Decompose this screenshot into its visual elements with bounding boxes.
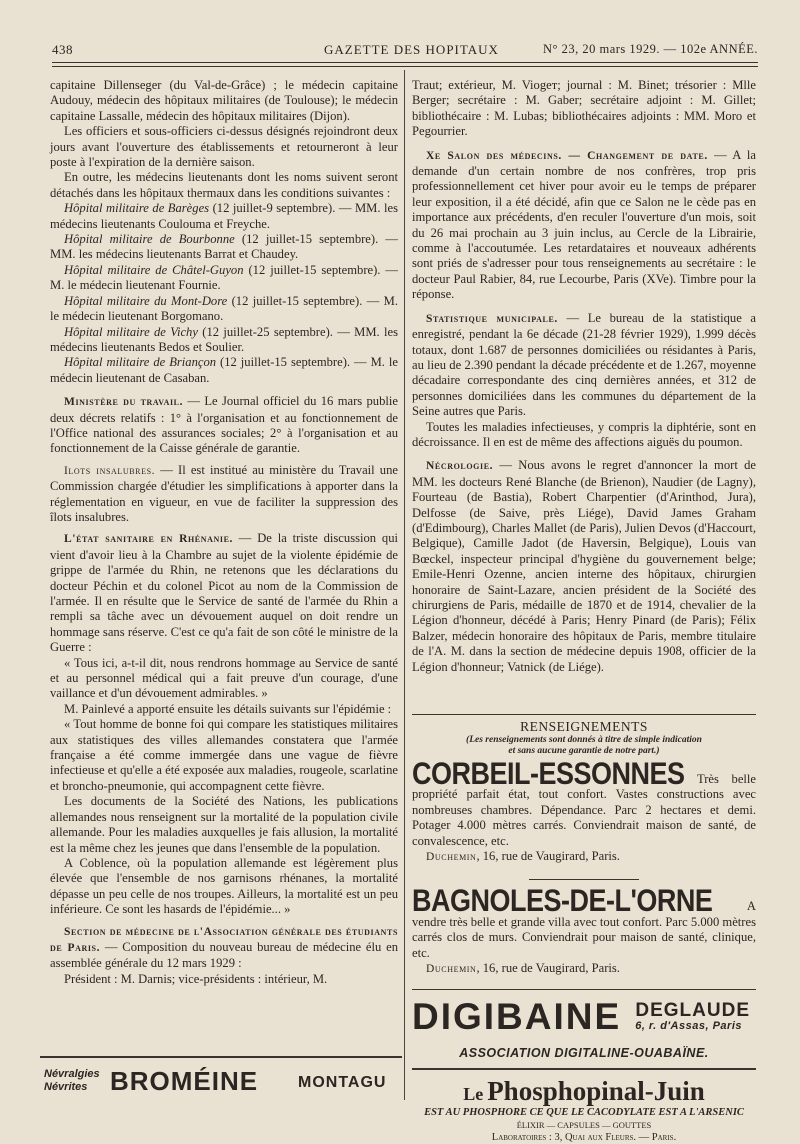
header-rule-2 xyxy=(52,66,758,67)
paragraph: M. Painlevé a apporté ensuite les détails suivants sur l'épidémie : xyxy=(64,701,392,716)
news-item: Statistique municipale. — Le bureau de la statistique a enregistré, pendant la 6e décade (21-28 février 1929), 1.999 décès totaux, dont 1.687 de personnes domiciliées ou résidantes à Paris, au lieu de 2.390 pendant la décade précédente et de 1.267, moyenne décadaire correspondante des cinq dernières années, et 312 de personnes domiciliées dans les communes du département de la Seine autres que Paris. xyxy=(412,310,756,419)
page-number: 438 xyxy=(52,42,73,57)
hospital-entry: Hôpital militaire de Vichy (12 juillet-25 septembre). — MM. les médecins lieutenants Bedos et Soulier. xyxy=(50,324,398,354)
paragraph: En outre, les médecins lieutenants dont les noms suivent seront détachés dans les hôpitaux thermaux dans les conditions suivantes : xyxy=(50,170,398,200)
bromeine-indications: Névralgies Névrites xyxy=(44,1068,100,1093)
phosphopinal-forms: ÉLIXIR — CAPSULES — GOUTTES xyxy=(516,1120,652,1131)
news-item: L'état sanitaire en Rhénanie. — De la triste discussion qui vient d'avoir lieu à la Chambre au sujet de la violente épidémie de grippe de l'armée du Rhin, ne retenons que les déclarations du docteur Péchin et du colonel Picot au nom de la Commission de l'armée. Il en résulte que le Service de santé de l'armée du Rhin a rempli sa tâche avec un dévouement auquel on doit rendre un hommage sans réserve. C'est ce qu'a fait de son côté le ministre de la Guerre : xyxy=(50,531,398,655)
bromeine-brand: BROMÉINE xyxy=(110,1066,259,1096)
paragraph: Toutes les maladies infectieuses, y compris la diphtérie, sont en décroissance. Il en est de même des affections aiguës du poumon. xyxy=(412,419,756,449)
ad-corbeil: CORBEIL-ESSONNES Très belle propriété parfait état, tout confort. Vastes constructions avec nombreuses chambres. Dépendance. Parc 2 hectares et demi. Potager 4.000 mètres carrés. Conviendrait maison de santé, de convalescence, etc. xyxy=(412,756,756,848)
paragraph: Président : M. Darnis; vice-présidents : intérieur, M. xyxy=(64,971,328,986)
header-rule xyxy=(52,62,758,63)
bromeine-ad xyxy=(40,1056,402,1106)
page-header xyxy=(52,38,758,58)
paragraph: Les officiers et sous-officiers ci-dessus désignés rejoindront deux jours avant l'ouverture des établissements et retourneront à leur poste à l'expiration de la dernière saison. xyxy=(50,124,398,170)
paragraph: Traut; extérieur, M. Viogeт; journal : M. Binet; trésorier : Mlle Berger; secrétaire : M. Gaber; secrétaire adjoint : M. Gillet; bibliothécaire : M. Lubas; bibliothécaires adjoints : MM. Moro et Pegourrier. xyxy=(412,78,756,139)
hospital-entry: Hôpital militaire du Mont-Dore (12 juillet-15 septembre). — M. le médecin lieutenant Borgomano. xyxy=(50,293,399,324)
rule xyxy=(412,1068,756,1070)
classifieds-subtitle-2: et sans aucune garantie de notre part.) xyxy=(508,746,660,756)
quote: A Coblence, où la population allemande est légèrement plus élevée que l'ensemble de nos garnisons rhénanes, la mortalité dépasse un peu celle de nos troupes. Ailleurs, la mortalité est un peu inférieure. Ce sont les hasards de l'épidémie... » xyxy=(50,855,398,917)
news-item: Ministère du travail. — Le Journal officiel du 16 mars publie deux décrets relatifs : 1° à l'organisation et au fonctionnement de l'Office national des assurances sociales; 2° à l'organisation et au fonctionnement de la Caisse générale de garantie. xyxy=(50,394,398,456)
ad-corbeil-contact: Duchemin, 16, rue de Vaugirard, Paris. xyxy=(426,849,620,864)
rule xyxy=(412,714,756,715)
news-item: Xe Salon des médecins. — Changement de date. — A la demande d'un certain nombre de nos confrères, trop pris professionnellement cet hiver pour avoir eu le temps de préparer leur exposition, il a été décidé, afin que ce Salon ne le cède pas en importance aux précédents, d'en reculer l'ouverture d'un mois, soit du 26 mai prochain au 3 juin inclus, au Cercle de la Librairie, comme à l'accoutumée. Les retardataires et nouveaux adhérents sont priés de s'adresser pour tous renseignements au secrétaire : le docteur Paul Rabier, 84, rue Lecourbe, Paris (XVe). Timbre pour la réponse. xyxy=(412,147,756,302)
ad-bagnoles: BAGNOLES-DE-L'ORNE A vendre très belle et grande villa avec tout confort. Parc 5.000 mètres carrés clos de murs. Conviendrait pour maison de santé, clinique, etc. xyxy=(412,884,756,960)
digibaine-ad xyxy=(412,996,756,1046)
association-line: ASSOCIATION DIGITALINE-OUABAÏNE. xyxy=(459,1046,709,1061)
rule xyxy=(412,989,756,990)
column-separator xyxy=(404,70,405,1100)
rule xyxy=(529,879,639,880)
deglaude-address: 6, r. d'Assas, Paris xyxy=(635,1020,742,1033)
paragraph: capitaine Dillenseger (du Val-de-Grâce) ; le médecin capitaine Audouy, médecin des hôpitaux militaires (de Toulouse); le médecin capitaine Lassalle, médecin des hôpitaux militaires (Dijon). xyxy=(50,78,398,123)
hospital-entry: Hôpital militaire de Châtel-Guyon (12 juillet-15 septembre). — M. le médecin lieutenant Fournie. xyxy=(50,262,398,293)
right-column xyxy=(412,78,756,675)
bromeine-maker: MONTAGU xyxy=(298,1074,387,1091)
phosphopinal-brand: Phosphopinal-Juin xyxy=(487,1076,705,1107)
news-item: Ilots insalubres. — Il est institué au ministère du Travail une Commission chargée d'étudier les simplifications à apporter dans la réglementation en vigueur, en vue de faciliter la suppression des îlots insalubres. xyxy=(50,462,398,524)
journal-title: GAZETTE DES HOPITAUX xyxy=(324,42,499,57)
news-item: Section de médecine de l'Association générale des étudiants de Paris. — Composition du nouveau bureau de médecine élu en assemblée générale du 12 mars 1929 : xyxy=(50,925,399,971)
hospital-entry: Hôpital militaire de Briançon (12 juillet-15 septembre). — M. le médecin lieutenant de Casaban. xyxy=(50,355,398,385)
quote: « Tous ici, a-t-il dit, nous rendrons hommage au Service de santé et au personnel médical qui a fait preuve d'un courage, d'une vaillance et d'un dévouement admirables. » xyxy=(50,655,398,701)
classifieds-subtitle: (Les renseignements sont donnés à titre de simple indication xyxy=(466,735,702,745)
phosphopinal-tagline: EST AU PHOSPHORE CE QUE LE CACODYLATE EST A L'ARSENIC xyxy=(424,1107,744,1119)
deglaude-name: DEGLAUDE xyxy=(635,1000,750,1022)
ad-bagnoles-contact: Duchemin, 16, rue de Vaugirard, Paris. xyxy=(426,961,620,976)
phosphopinal-ad: Le Phosphopinal-Juin xyxy=(463,1076,705,1107)
issue-date: N° 23, 20 mars 1929. — 102e ANNÉE. xyxy=(542,42,758,56)
hospital-entry: Hôpital militaire de Bourbonne (12 juillet-15 septembre). — MM. les médecins lieutenants Barrat et Chaudey. xyxy=(50,232,398,262)
classifieds-title: RENSEIGNEMENTS xyxy=(520,719,648,734)
phosphopinal-lab: Laboratoires : 3, Quai aux Fleurs. — Paris. xyxy=(491,1132,677,1144)
left-column xyxy=(50,78,398,987)
news-item: Nécrologie. — Nous avons le regret d'annoncer la mort de MM. les docteurs René Blanche (de Brienon), Naudier (de Lagny), Fourteau (de Bastia), Robert Charpentier (d'Arinthod, Jura), Delfosse (de Saive, près Liége), David James Graham (d'Edimbourg), Charles Mallet (de Paris), Julien Devos (d'Haccourt, Belgique), Camille Jadot (de Haversin, Belgique), Louis van Bœckel, inspecteur principal d'hygiène du gouvernement belge; Emile-Henri Ozenne, ancien interne des hôpitaux, chirurgien honoraire de Saint-Lazare, ancien président de la Société des chirurgiens de Paris, médaille de 1870 et de 1914, chevalier de la Légion d'honneur, décédé à Paris; Henry Pinard (de Paris); Félix Balzer, médecin honoraire des hôpitaux de Paris, membre titulaire de l'A. M. dans la section de médecine depuis 1908, officier de la Légion d'honneur; Vatnick (de Liége). xyxy=(412,458,756,674)
hospital-entry: Hôpital militaire de Barèges (12 juillet-9 septembre). — MM. les médecins lieutenants Coulouma et Freyche. xyxy=(50,201,398,231)
quote: Les documents de la Société des Nations, les publications allemandes nous renseignent sur la mortalité de la population civile allemande. Pour les maladies auxquelles je fais allusion, la mortalité est la même chez les jeunes que dans l'ensemble de la population. xyxy=(50,794,398,855)
classifieds xyxy=(412,714,756,1143)
digibaine-brand: DIGIBAINE xyxy=(412,996,622,1038)
quote: « Tout homme de bonne foi qui compare les statistiques militaires aux statistiques des villes allemandes constatera que l'armée française a été comme immergée dans une vague de fièvre infectieuse et qu'elle a été exposée aux maladies, rougeole, scarlatine et broncho-pneumonie, qui accompagnent cette fièvre. xyxy=(50,717,398,793)
